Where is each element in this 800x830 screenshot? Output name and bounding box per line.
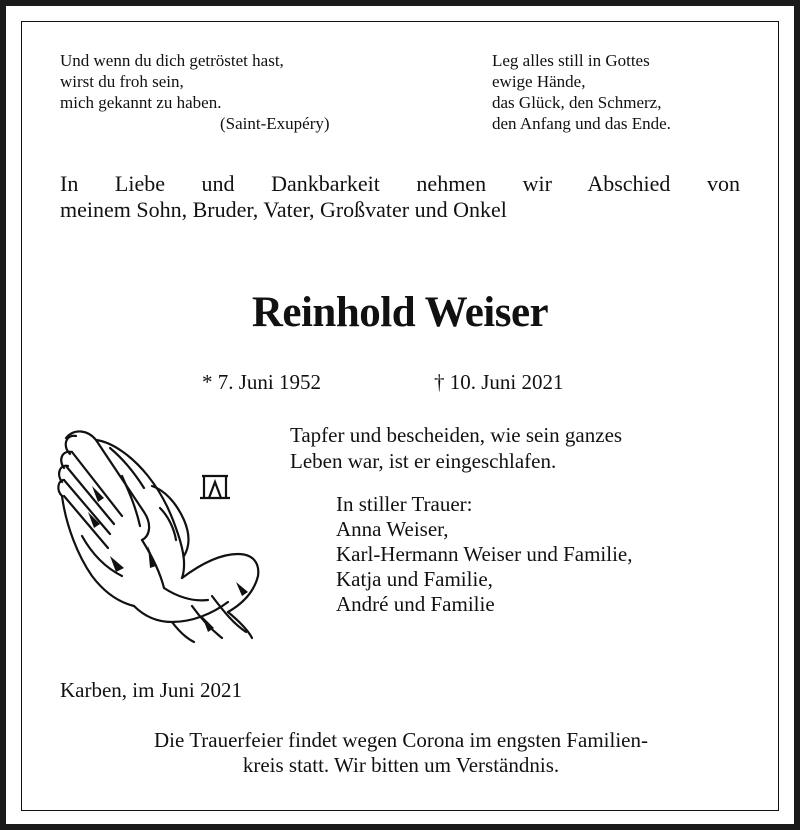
verse-line: Leben war, ist er eingeschlafen. xyxy=(290,449,557,473)
praying-hands-icon xyxy=(52,416,272,646)
poem-right-line: Leg alles still in Gottes xyxy=(492,51,650,70)
monogram-icon xyxy=(200,476,230,498)
poem-right-line: den Anfang und das Ende. xyxy=(492,114,671,133)
notice-line: kreis statt. Wir bitten um Verständnis. xyxy=(242,753,560,777)
obituary-card xyxy=(6,6,794,824)
poem-left-line: Und wenn du dich getröstet hast, xyxy=(60,51,284,70)
poem-left-line: mich gekannt zu haben. xyxy=(60,93,222,112)
poem-left-line: wirst du froh sein, xyxy=(60,72,184,91)
mourner-name: Karl-Hermann Weiser und Familie, xyxy=(336,542,633,566)
intro-line: In Liebe und Dankbarkeit nehmen wir Abschied von xyxy=(60,171,740,196)
mourner-name: Anna Weiser, xyxy=(336,517,449,541)
mourners-heading: In stiller Trauer: xyxy=(336,492,473,516)
verse-line: Tapfer und bescheiden, wie sein ganzes xyxy=(290,423,623,447)
poem-right xyxy=(492,50,671,134)
funeral-notice xyxy=(46,728,756,778)
mourners-list xyxy=(336,492,633,617)
poem-right-line: das Glück, den Schmerz, xyxy=(492,93,662,112)
notice-line: Die Trauerfeier findet wegen Corona im engsten Familien- xyxy=(154,728,648,752)
verse-text xyxy=(290,422,622,474)
place-date: Karben, im Juni 2021 xyxy=(60,678,242,702)
poem-right-line: ewige Hände, xyxy=(492,72,586,91)
mourner-name: Katja und Familie, xyxy=(336,567,493,591)
poem-attribution: (Saint-Exupéry) xyxy=(220,114,330,133)
deceased-name: Reinhold Weiser xyxy=(251,289,549,336)
mourner-name: André und Familie xyxy=(336,592,495,616)
death-date: † 10. Juni 2021 xyxy=(434,370,564,394)
intro-line: meinem Sohn, Bruder, Vater, Großvater und Onkel xyxy=(60,197,507,222)
intro-text xyxy=(60,171,740,223)
birth-date: * 7. Juni 1952 xyxy=(202,370,322,394)
poem-left xyxy=(60,50,330,134)
